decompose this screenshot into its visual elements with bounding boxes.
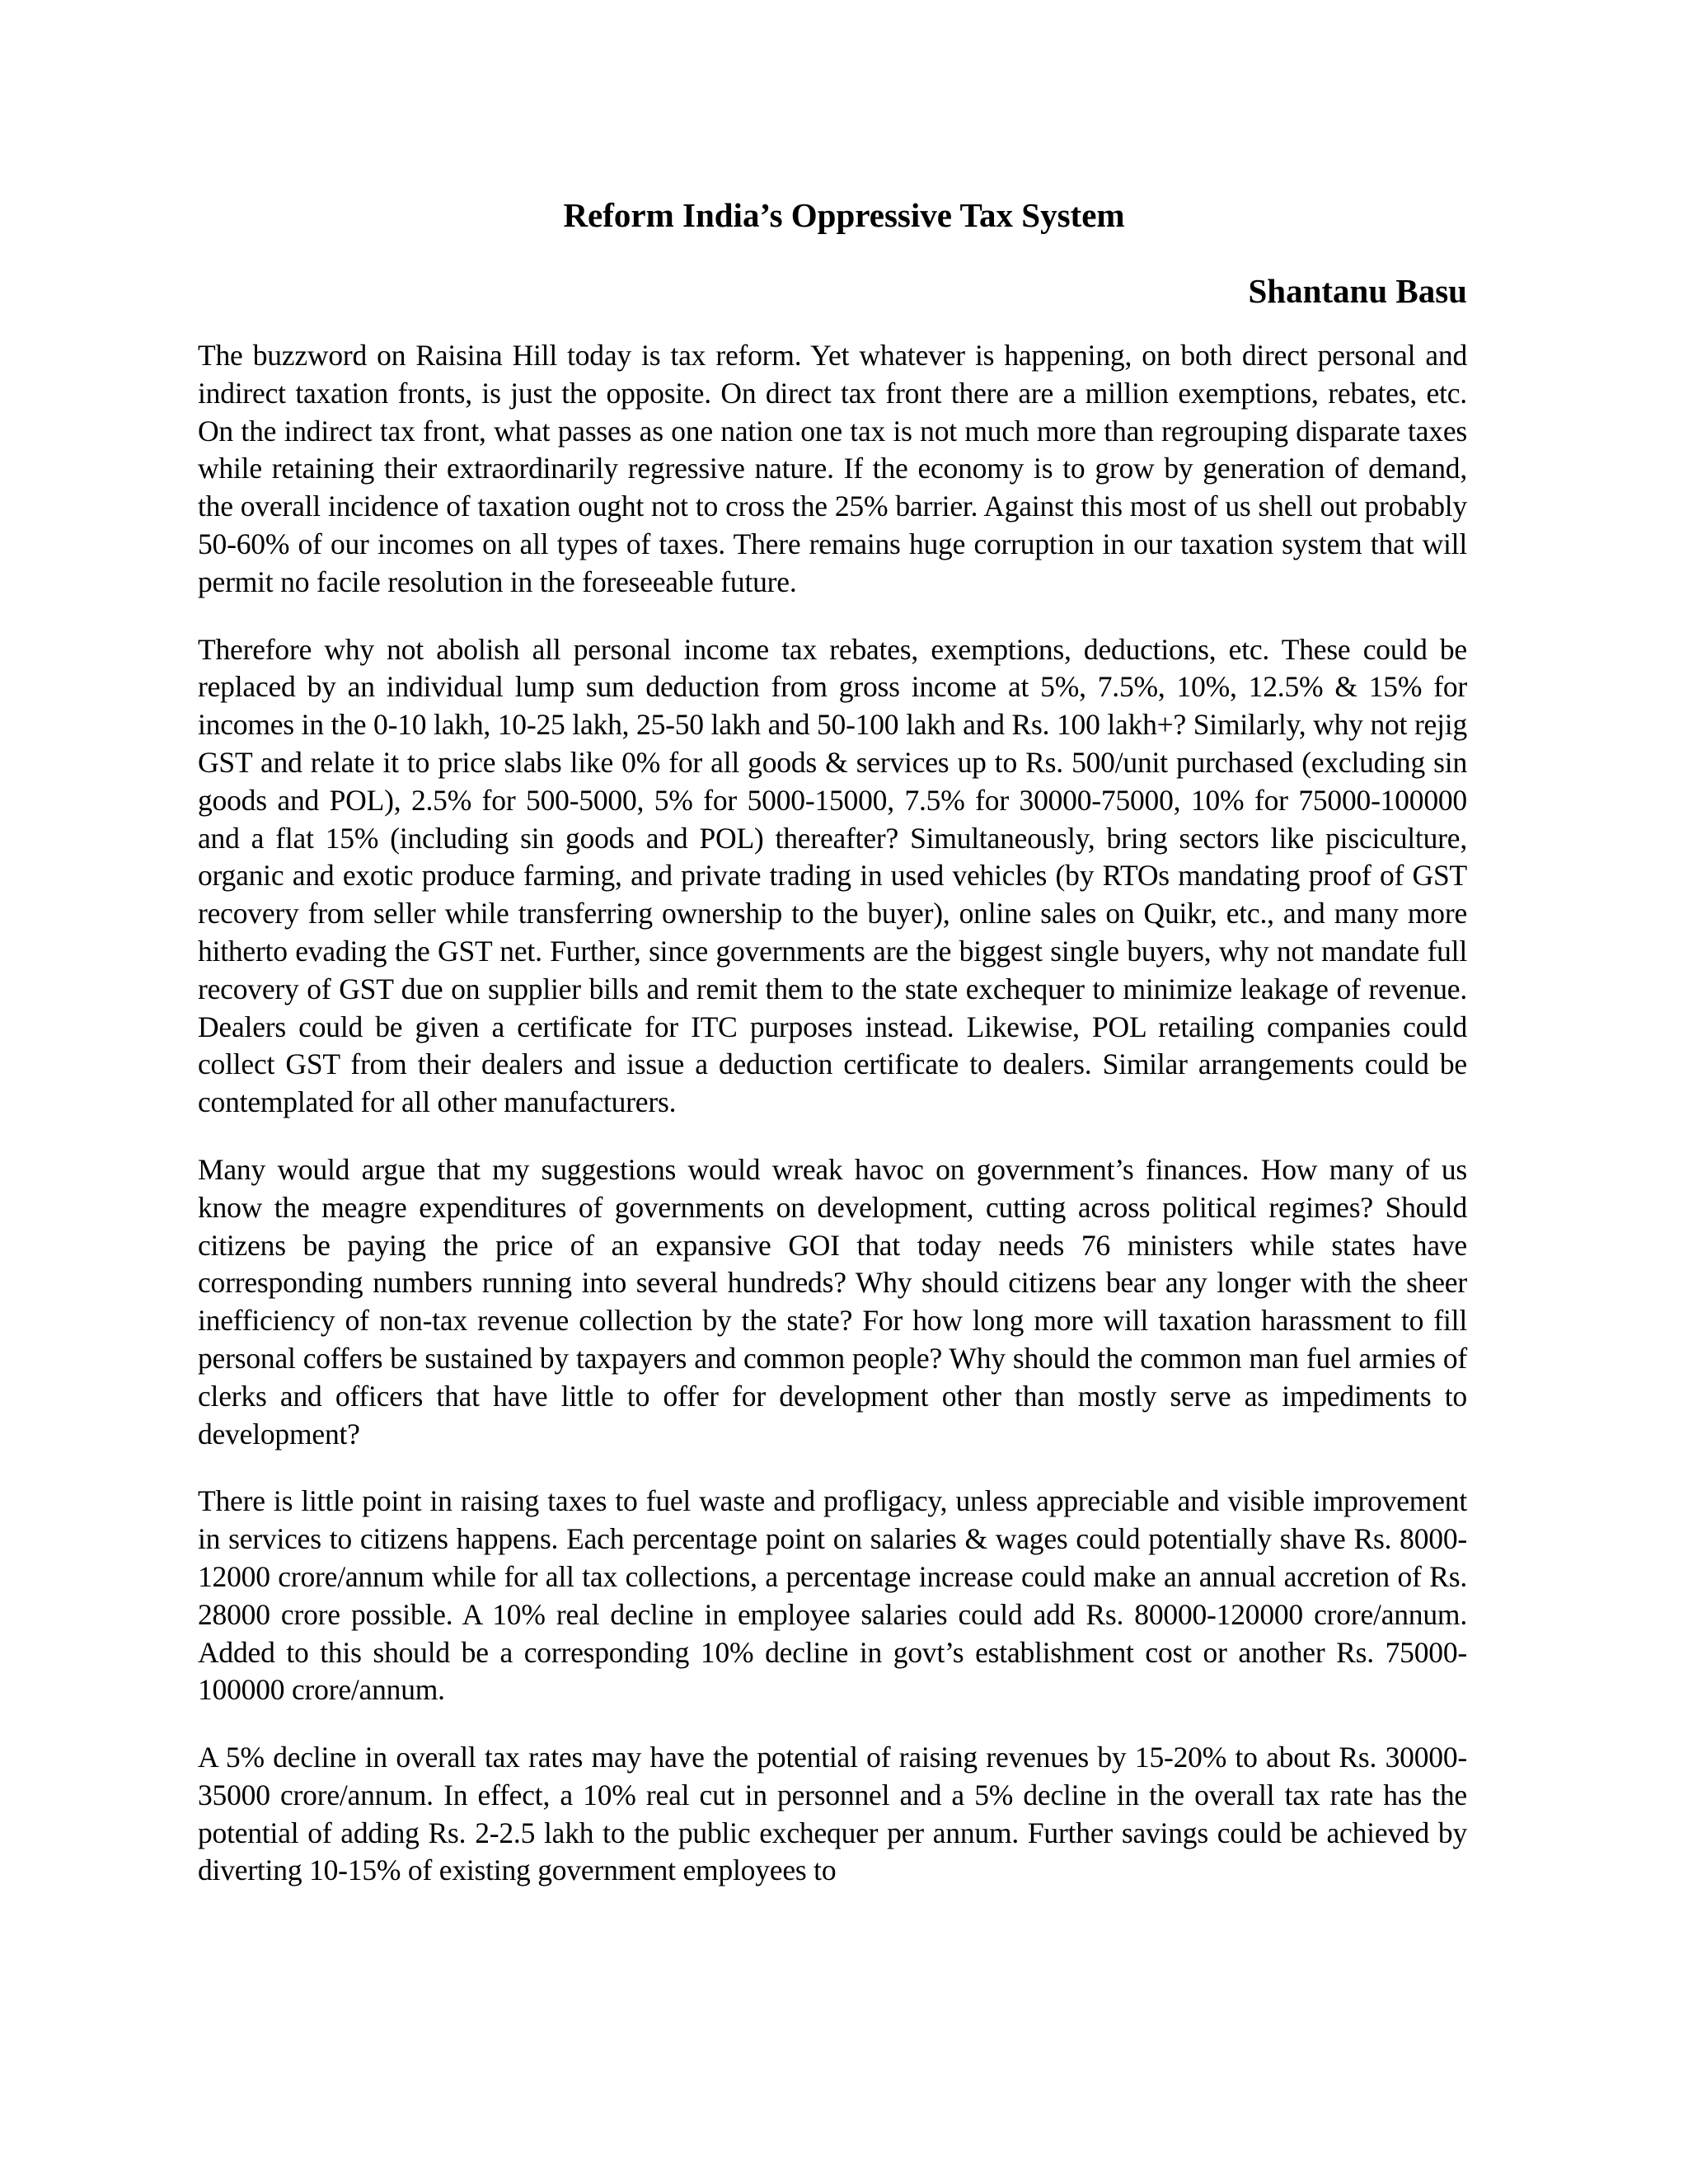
article-body bbox=[198, 337, 1467, 1890]
paragraph-4: There is little point in raising taxes to fuel waste and profligacy, unless appreciable and visible improvement in services to citizens happens. Each percentage point on salaries & wages could potentially shave Rs. 8000-12000 crore/annum while for all tax collections, a percentage increase could make an annual accretion of Rs. 28000 crore possible. A 10% real decline in employee salaries could add Rs. 80000-120000 crore/annum. Added to this should be a corresponding 10% decline in govt’s establishment cost or another Rs. 75000-100000 crore/annum. bbox=[198, 1484, 1467, 1707]
paragraph-5: A 5% decline in overall tax rates may have the potential of raising revenues by 15-20% to about Rs. 30000-35000 crore/annum. In effect, a 10% real cut in personnel and a 5% decline in the overall tax rate has the potential of adding Rs. 2-2.5 lakh to the public exchequer per annum. Further savings could be achieved by diverting 10-15% of existing government employees to bbox=[198, 1741, 1467, 1887]
paragraph-3: Many would argue that my suggestions would wreak havoc on government’s finances. How many of us know the meagre expenditures of governments on development, cutting across political regimes? Should citizens be paying the price of an expansive GOI that today needs 76 ministers while states have corresponding numbers running into several hundreds? Why should citizens bear any longer with the sheer inefficiency of non-tax revenue collection by the state? For how long more will taxation harassment to fill personal coffers be sustained by taxpayers and common people? Why should the common man fuel armies of clerks and officers that have little to offer for development other than mostly serve as impediments to development? bbox=[198, 1152, 1467, 1451]
article-title: Reform India’s Oppressive Tax System bbox=[563, 196, 1125, 234]
article-author: Shantanu Basu bbox=[1248, 272, 1467, 310]
paragraph-1: The buzzword on Raisina Hill today is tax reform. Yet whatever is happening, on both direct personal and indirect taxation fronts, is just the opposite. On direct tax front there are a million exemptions, rebates, etc. On the indirect tax front, what passes as one nation one tax is not much more than regrouping disparate taxes while retaining their extraordinarily regressive nature. If the economy is to grow by generation of demand, the overall incidence of taxation ought not to cross the 25% barrier. Against this most of us shell out probably 50-60% of our incomes on all types of taxes. There remains huge corruption in our taxation system that will permit no facile resolution in the foreseeable future. bbox=[198, 339, 1467, 598]
paragraph-2: Therefore why not abolish all personal income tax rebates, exemptions, deductions, etc. These could be replaced by an individual lump sum deduction from gross income at 5%, 7.5%, 10%, 12.5% & 15% for incomes in the 0-10 lakh, 10-25 lakh, 25-50 lakh and 50-100 lakh and Rs. 100 lakh+? Similarly, why not rejig GST and relate it to price slabs like 0% for all goods & services up to Rs. 500/unit purchased (excluding sin goods and POL), 2.5% for 500-5000, 5% for 5000-15000, 7.5% for 30000-75000, 10% for 75000-100000 and a flat 15% (including sin goods and POL) thereafter? Simultaneously, bring sectors like pisciculture, organic and exotic produce farming, and private trading in used vehicles (by RTOs mandating proof of GST recovery from seller while transferring ownership to the buyer), online sales on Quikr, etc., and many more hitherto evading the GST net. Further, since governments are the biggest single buyers, why not mandate full recovery of GST due on supplier bills and remit them to the state exchequer to minimize leakage of revenue. Dealers could be given a certificate for ITC purposes instead. Likewise, POL retailing companies could collect GST from their dealers and issue a deduction certificate to dealers. Similar arrangements could be contemplated for all other manufacturers. bbox=[198, 632, 1467, 1119]
